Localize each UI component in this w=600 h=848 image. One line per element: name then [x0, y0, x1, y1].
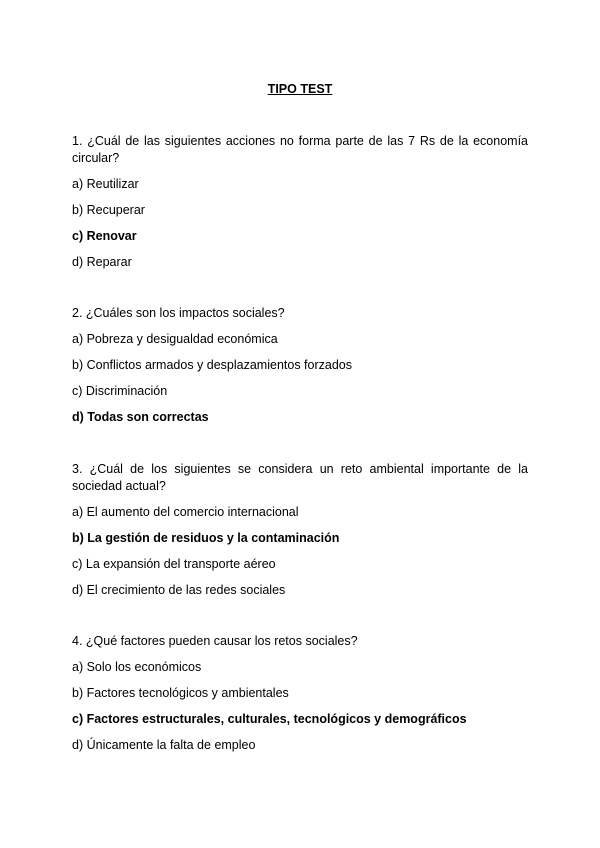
- question-text: 3. ¿Cuál de los siguientes se considera un reto ambiental importante de la sociedad actual?: [72, 462, 528, 493]
- question-text: 4. ¿Qué factores pueden causar los retos sociales?: [72, 634, 358, 648]
- option-d: d) Reparar: [72, 255, 132, 269]
- question-text: 2. ¿Cuáles son los impactos sociales?: [72, 306, 285, 320]
- question-4: [72, 633, 528, 754]
- option-b-correct: b) La gestión de residuos y la contaminación: [72, 531, 340, 545]
- option-a: a) El aumento del comercio internacional: [72, 505, 299, 519]
- option-d-correct: d) Todas son correctas: [72, 410, 209, 424]
- question-text: 1. ¿Cuál de las siguientes acciones no forma parte de las 7 Rs de la economía circular?: [72, 134, 528, 165]
- option-d: d) El crecimiento de las redes sociales: [72, 583, 286, 597]
- question-2: [72, 305, 528, 426]
- option-d: d) Únicamente la falta de empleo: [72, 738, 256, 752]
- option-b: b) Recuperar: [72, 203, 145, 217]
- option-a: a) Reutilizar: [72, 177, 139, 191]
- page-title: TIPO TEST: [267, 82, 333, 96]
- question-3: [72, 461, 528, 599]
- option-c: c) La expansión del transporte aéreo: [72, 557, 276, 571]
- option-b: b) Factores tecnológicos y ambientales: [72, 686, 289, 700]
- question-1: [72, 133, 528, 271]
- option-c-correct: c) Renovar: [72, 229, 137, 243]
- option-a: a) Pobreza y desigualdad económica: [72, 332, 278, 346]
- option-c: c) Discriminación: [72, 384, 168, 398]
- option-c-correct: c) Factores estructurales, culturales, tecnológicos y demográficos: [72, 712, 467, 726]
- option-b: b) Conflictos armados y desplazamientos forzados: [72, 358, 352, 372]
- option-a: a) Solo los económicos: [72, 660, 202, 674]
